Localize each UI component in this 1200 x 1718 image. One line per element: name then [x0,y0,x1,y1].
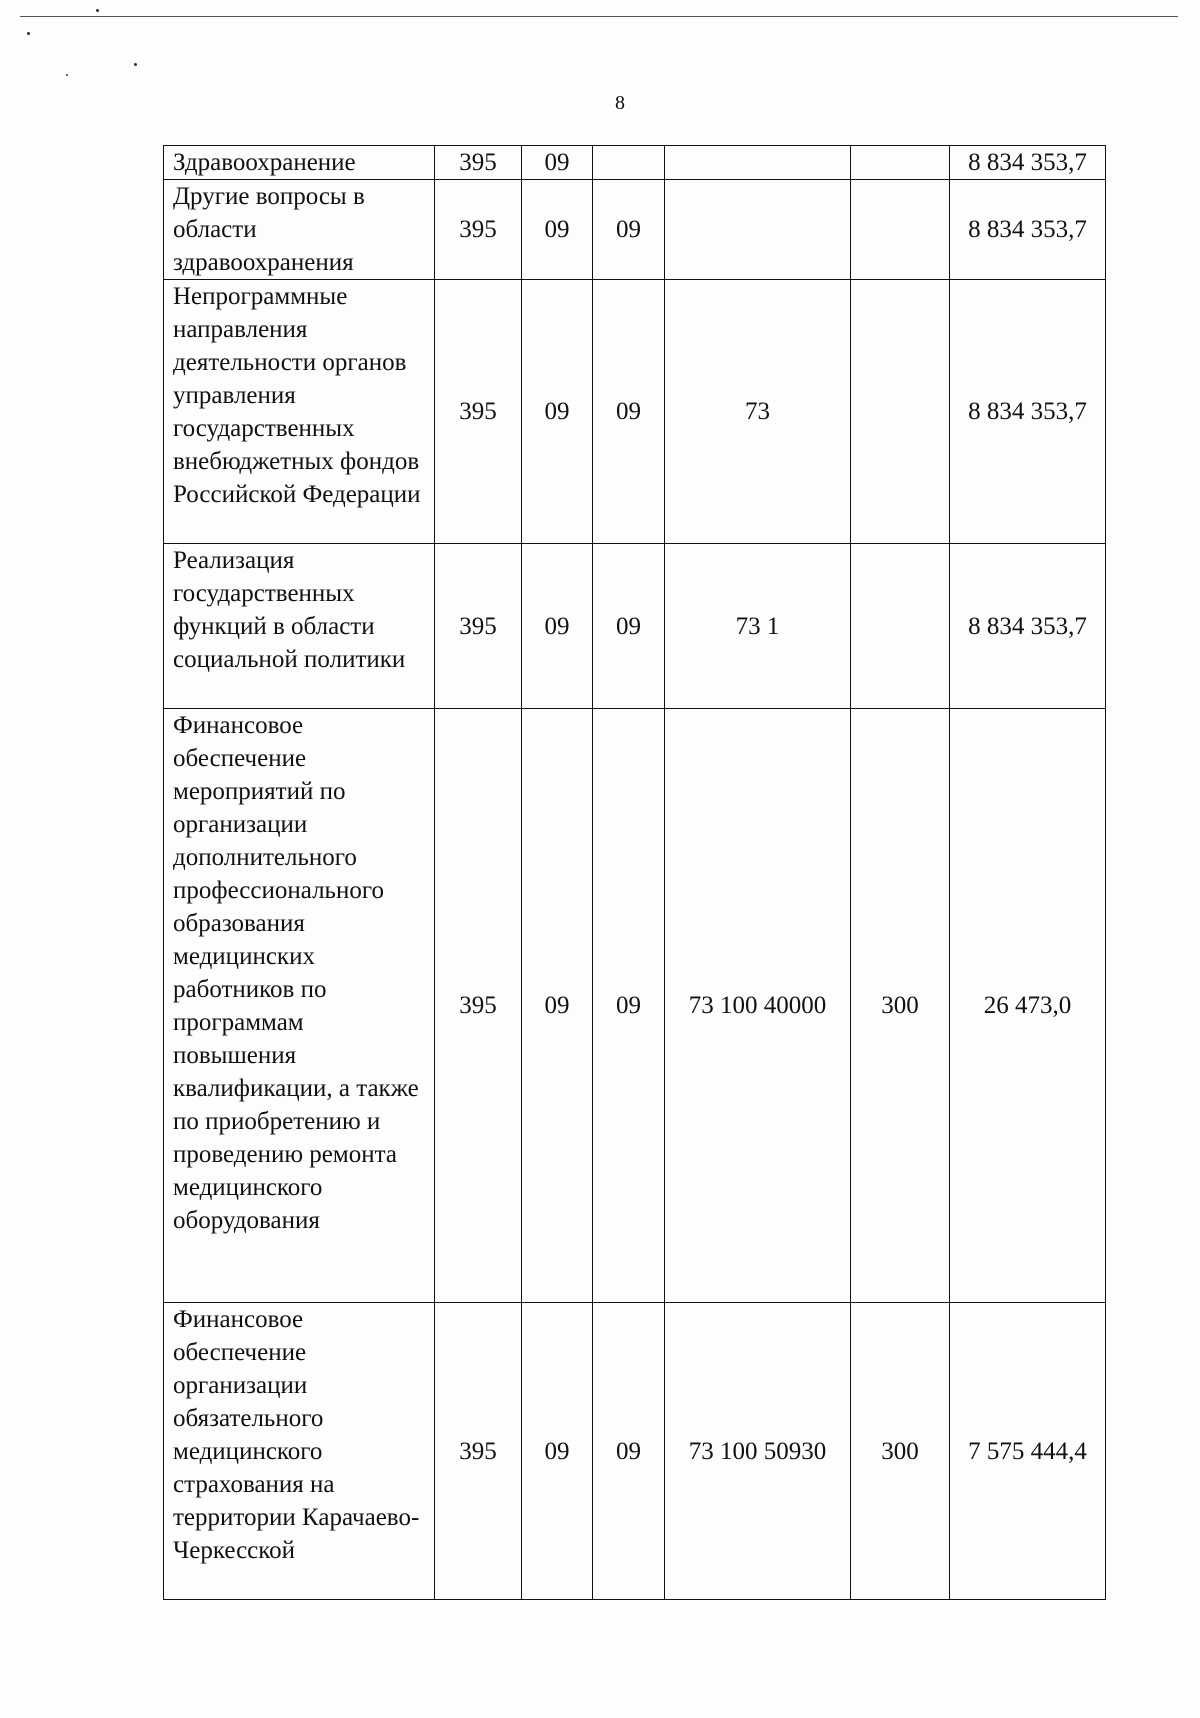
row-name: Финансовое обеспечение мероприятий по организации дополнительного профессионального образования медицинских работников по программам повышения квалификации, а также по приобретению и проведению ремонта медицинского оборудования [164,709,435,1303]
table-row [164,280,1106,544]
scan-speck [96,9,99,12]
vr-cell [851,146,950,180]
vr-cell [851,180,950,280]
top-edge-rule [20,16,1178,17]
ved-cell: 395 [435,709,522,1303]
csr-cell: 73 100 50930 [665,1303,851,1600]
vr-cell: 300 [851,1303,950,1600]
table-row [164,180,1106,280]
sum-cell: 8 834 353,7 [950,280,1106,544]
rz-cell: 09 [522,544,593,709]
sum-cell: 26 473,0 [950,709,1106,1303]
pr-cell: 09 [593,280,665,544]
budget-table [163,145,1106,1600]
pr-cell: 09 [593,180,665,280]
pr-cell: 09 [593,709,665,1303]
sum-cell: 7 575 444,4 [950,1303,1106,1600]
row-name: Финансовое обеспечение организации обязательного медицинского страхования на территории Карачаево-Черкесской [164,1303,435,1600]
pr-cell: 09 [593,1303,665,1600]
ved-cell: 395 [435,146,522,180]
ved-cell: 395 [435,544,522,709]
pr-cell: 09 [593,544,665,709]
ved-cell: 395 [435,1303,522,1600]
row-name: Реализация государственных функций в области социальной политики [164,544,435,709]
page-number: 8 [615,92,625,114]
row-name: Другие вопросы в области здравоохранения [164,180,435,280]
csr-cell: 73 [665,280,851,544]
vr-cell [851,280,950,544]
vr-cell: 300 [851,709,950,1303]
table-row [164,709,1106,1303]
row-name: Здравоохранение [164,146,435,180]
table-row [164,146,1106,180]
rz-cell: 09 [522,1303,593,1600]
csr-cell: 73 1 [665,544,851,709]
scan-speck [27,32,30,35]
rz-cell: 09 [522,180,593,280]
row-name: Непрограммные направления деятельности органов управления государственных внебюджетных фондов Российской Федерации [164,280,435,544]
ved-cell: 395 [435,280,522,544]
scan-speck [134,63,137,66]
sum-cell: 8 834 353,7 [950,180,1106,280]
csr-cell [665,180,851,280]
ved-cell: 395 [435,180,522,280]
table-row [164,544,1106,709]
csr-cell: 73 100 40000 [665,709,851,1303]
pr-cell [593,146,665,180]
vr-cell [851,544,950,709]
table-row [164,1303,1106,1600]
rz-cell: 09 [522,709,593,1303]
rz-cell: 09 [522,146,593,180]
sum-cell: 8 834 353,7 [950,544,1106,709]
sum-cell: 8 834 353,7 [950,146,1106,180]
rz-cell: 09 [522,280,593,544]
csr-cell [665,146,851,180]
scan-speck [66,74,68,76]
